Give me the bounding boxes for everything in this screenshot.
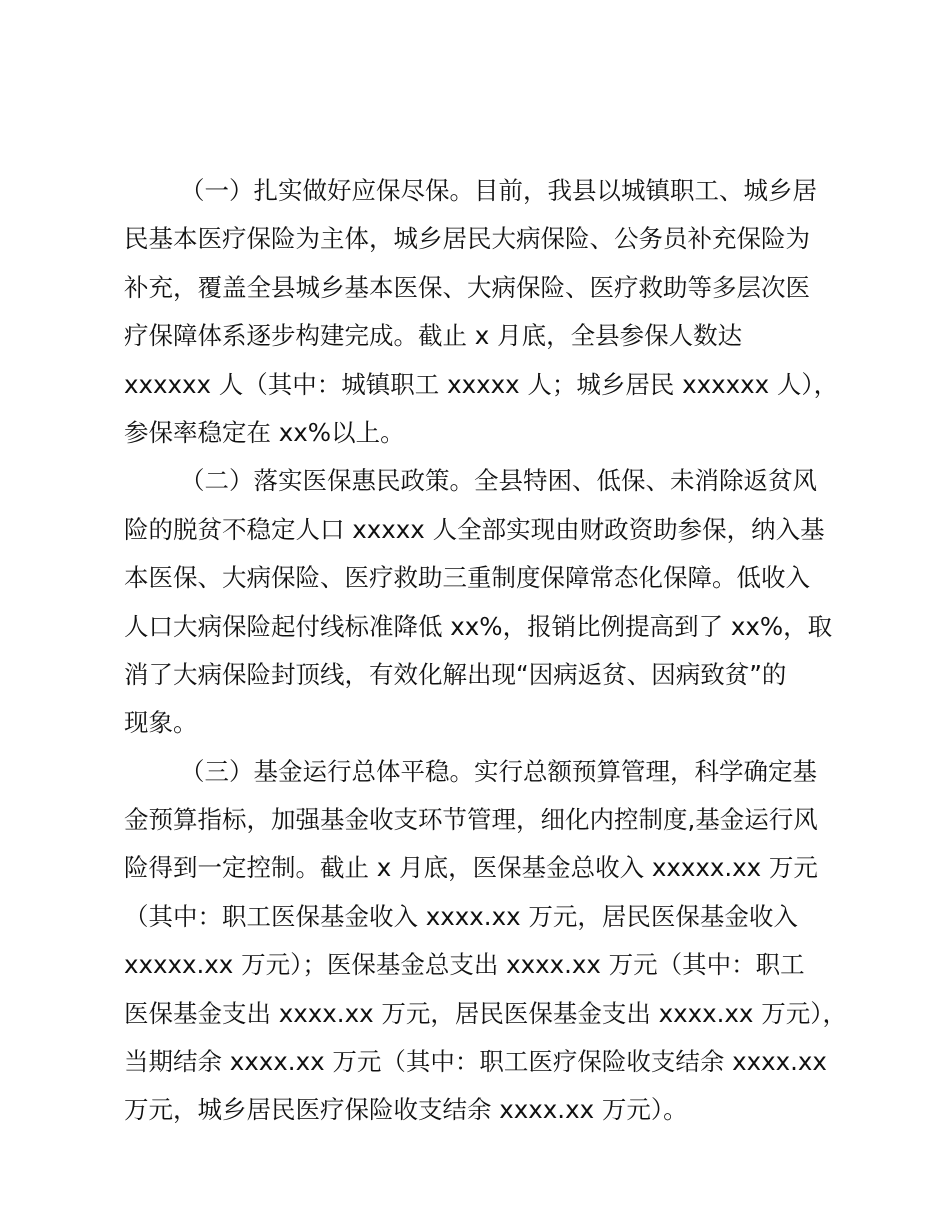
paragraph-line: 消了大病保险封顶线，有效化解出现“因病返贫、因病致贫”的 <box>124 659 787 689</box>
paragraph-line: （其中：职工医保基金收入 xxxx.xx 万元，居民医保基金收入 <box>124 901 798 931</box>
document-body <box>124 167 847 1135</box>
paragraph-line: 补充，覆盖全县城乡基本医保、大病保险、医疗救助等多层次医 <box>124 272 810 302</box>
paragraph-line: 疗保障体系逐步构建完成。截止 x 月底，全县参保人数达 <box>124 321 743 351</box>
paragraph-line: 万元，城乡居民医疗保险收支结余 xxxx.xx 万元）。 <box>124 1095 688 1125</box>
paragraph-line: 险的脱贫不稳定人口 xxxxx 人全部实现由财政资助参保，纳入基 <box>124 514 825 544</box>
paragraph-line: 险得到一定控制。截止 x 月底，医保基金总收入 xxxxx.xx 万元 <box>124 853 818 883</box>
paragraph-line: 民基本医疗保险为主体，城乡居民大病保险、公务员补充保险为 <box>124 224 810 254</box>
paragraph-line: 参保率稳定在 xx%以上。 <box>124 417 405 447</box>
paragraph-line: 医保基金支出 xxxx.xx 万元，居民医保基金支出 xxxx.xx 万元）， <box>124 998 847 1028</box>
paragraph-line: 本医保、大病保险、医疗救助三重制度保障常态化保障。低收入 <box>124 563 810 593</box>
paragraph-line: xxxxxx 人（其中：城镇职工 xxxxx 人；城乡居民 xxxxxx 人）， <box>124 369 839 399</box>
paragraph-policy <box>124 457 834 747</box>
paragraph-fund <box>124 748 847 1135</box>
paragraph-line: （三）基金运行总体平稳。实行总额预算管理，科学确定基 <box>180 756 817 786</box>
paragraph-line: （一）扎实做好应保尽保。目前，我县以城镇职工、城乡居 <box>180 176 817 205</box>
paragraph-line: 现象。 <box>124 708 198 738</box>
paragraph-line: 人口大病保险起付线标准降低 xx%，报销比例提高到了 xx%，取 <box>124 611 833 641</box>
paragraph-line: 当期结余 xxxx.xx 万元（其中：职工医疗保险收支结余 xxxx.xx <box>124 1047 827 1077</box>
paragraph-line: xxxxx.xx 万元）；医保基金总支出 xxxx.xx 万元（其中：职工 <box>124 950 805 980</box>
paragraph-line: （二）落实医保惠民政策。全县特困、低保、未消除返贫风 <box>180 466 817 496</box>
paragraph-line: 金预算指标，加强基金收支环节管理，细化内控制度,基金运行风 <box>124 805 818 835</box>
paragraph-coverage <box>124 167 839 457</box>
